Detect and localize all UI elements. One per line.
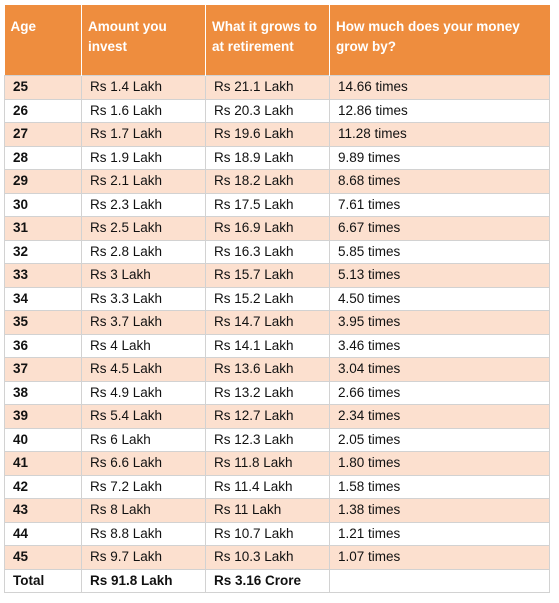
growth-multiple-cell: 1.58 times: [330, 475, 550, 499]
header-age: Age: [5, 5, 82, 76]
growth-multiple-cell: 5.13 times: [330, 264, 550, 288]
retirement-value-cell: Rs 17.5 Lakh: [206, 193, 330, 217]
amount-invested-cell: Rs 4.5 Lakh: [82, 358, 206, 382]
investment-table-container: [4, 5, 550, 593]
growth-multiple-cell: 6.67 times: [330, 217, 550, 241]
amount-invested-cell: Rs 6.6 Lakh: [82, 452, 206, 476]
header-growth-multiple: How much does your money grow by?: [330, 5, 550, 76]
total-growth-multiple: [330, 569, 550, 593]
growth-multiple-cell: 7.61 times: [330, 193, 550, 217]
retirement-value-cell: Rs 13.2 Lakh: [206, 381, 330, 405]
growth-multiple-cell: 8.68 times: [330, 170, 550, 194]
table-row: [5, 264, 550, 288]
total-label: Total: [5, 569, 82, 593]
growth-multiple-cell: 3.95 times: [330, 311, 550, 335]
amount-invested-cell: Rs 1.9 Lakh: [82, 146, 206, 170]
table-row: [5, 358, 550, 382]
age-cell: 37: [5, 358, 82, 382]
retirement-value-cell: Rs 12.3 Lakh: [206, 428, 330, 452]
growth-multiple-cell: 11.28 times: [330, 123, 550, 147]
table-row: [5, 170, 550, 194]
table-row: [5, 452, 550, 476]
retirement-value-cell: Rs 14.7 Lakh: [206, 311, 330, 335]
age-cell: 39: [5, 405, 82, 429]
growth-multiple-cell: 3.04 times: [330, 358, 550, 382]
age-cell: 43: [5, 499, 82, 523]
table-row: [5, 428, 550, 452]
amount-invested-cell: Rs 8.8 Lakh: [82, 522, 206, 546]
total-amount-invested: Rs 91.8 Lakh: [82, 569, 206, 593]
growth-multiple-cell: 5.85 times: [330, 240, 550, 264]
retirement-value-cell: Rs 15.7 Lakh: [206, 264, 330, 288]
age-cell: 26: [5, 99, 82, 123]
retirement-value-cell: Rs 16.9 Lakh: [206, 217, 330, 241]
amount-invested-cell: Rs 9.7 Lakh: [82, 546, 206, 570]
table-body: [5, 76, 550, 593]
age-cell: 33: [5, 264, 82, 288]
amount-invested-cell: Rs 3.7 Lakh: [82, 311, 206, 335]
table-header: [5, 5, 550, 76]
table-row: [5, 381, 550, 405]
amount-invested-cell: Rs 1.6 Lakh: [82, 99, 206, 123]
header-row: [5, 5, 550, 76]
table-row: [5, 193, 550, 217]
total-retirement-value: Rs 3.16 Crore: [206, 569, 330, 593]
retirement-value-cell: Rs 11.8 Lakh: [206, 452, 330, 476]
age-cell: 41: [5, 452, 82, 476]
age-cell: 31: [5, 217, 82, 241]
amount-invested-cell: Rs 6 Lakh: [82, 428, 206, 452]
retirement-value-cell: Rs 21.1 Lakh: [206, 76, 330, 100]
amount-invested-cell: Rs 2.3 Lakh: [82, 193, 206, 217]
growth-multiple-cell: 4.50 times: [330, 287, 550, 311]
amount-invested-cell: Rs 2.8 Lakh: [82, 240, 206, 264]
retirement-value-cell: Rs 18.2 Lakh: [206, 170, 330, 194]
retirement-value-cell: Rs 12.7 Lakh: [206, 405, 330, 429]
growth-multiple-cell: 9.89 times: [330, 146, 550, 170]
age-cell: 40: [5, 428, 82, 452]
table-row: [5, 146, 550, 170]
growth-multiple-cell: 12.86 times: [330, 99, 550, 123]
investment-growth-table: [4, 5, 550, 593]
age-cell: 36: [5, 334, 82, 358]
table-row: [5, 405, 550, 429]
retirement-value-cell: Rs 15.2 Lakh: [206, 287, 330, 311]
age-cell: 30: [5, 193, 82, 217]
table-row: [5, 217, 550, 241]
retirement-value-cell: Rs 10.3 Lakh: [206, 546, 330, 570]
amount-invested-cell: Rs 1.4 Lakh: [82, 76, 206, 100]
amount-invested-cell: Rs 2.5 Lakh: [82, 217, 206, 241]
age-cell: 35: [5, 311, 82, 335]
age-cell: 32: [5, 240, 82, 264]
retirement-value-cell: Rs 10.7 Lakh: [206, 522, 330, 546]
table-row: [5, 311, 550, 335]
growth-multiple-cell: 1.80 times: [330, 452, 550, 476]
growth-multiple-cell: 2.34 times: [330, 405, 550, 429]
amount-invested-cell: Rs 8 Lakh: [82, 499, 206, 523]
retirement-value-cell: Rs 19.6 Lakh: [206, 123, 330, 147]
table-row: [5, 475, 550, 499]
growth-multiple-cell: 2.05 times: [330, 428, 550, 452]
table-row: [5, 499, 550, 523]
growth-multiple-cell: 3.46 times: [330, 334, 550, 358]
amount-invested-cell: Rs 4.9 Lakh: [82, 381, 206, 405]
table-row: [5, 99, 550, 123]
growth-multiple-cell: 1.21 times: [330, 522, 550, 546]
growth-multiple-cell: 14.66 times: [330, 76, 550, 100]
amount-invested-cell: Rs 1.7 Lakh: [82, 123, 206, 147]
growth-multiple-cell: 2.66 times: [330, 381, 550, 405]
age-cell: 27: [5, 123, 82, 147]
age-cell: 28: [5, 146, 82, 170]
growth-multiple-cell: 1.07 times: [330, 546, 550, 570]
retirement-value-cell: Rs 11.4 Lakh: [206, 475, 330, 499]
amount-invested-cell: Rs 2.1 Lakh: [82, 170, 206, 194]
age-cell: 42: [5, 475, 82, 499]
age-cell: 45: [5, 546, 82, 570]
table-row: [5, 287, 550, 311]
table-row: [5, 123, 550, 147]
amount-invested-cell: Rs 3 Lakh: [82, 264, 206, 288]
header-retirement-value: What it grows to at retirement: [206, 5, 330, 76]
age-cell: 34: [5, 287, 82, 311]
retirement-value-cell: Rs 20.3 Lakh: [206, 99, 330, 123]
retirement-value-cell: Rs 11 Lakh: [206, 499, 330, 523]
age-cell: 29: [5, 170, 82, 194]
age-cell: 25: [5, 76, 82, 100]
amount-invested-cell: Rs 7.2 Lakh: [82, 475, 206, 499]
age-cell: 38: [5, 381, 82, 405]
retirement-value-cell: Rs 16.3 Lakh: [206, 240, 330, 264]
retirement-value-cell: Rs 14.1 Lakh: [206, 334, 330, 358]
table-row: [5, 334, 550, 358]
table-row: [5, 76, 550, 100]
table-row: [5, 240, 550, 264]
amount-invested-cell: Rs 4 Lakh: [82, 334, 206, 358]
amount-invested-cell: Rs 3.3 Lakh: [82, 287, 206, 311]
table-row: [5, 546, 550, 570]
age-cell: 44: [5, 522, 82, 546]
table-row: [5, 522, 550, 546]
retirement-value-cell: Rs 13.6 Lakh: [206, 358, 330, 382]
total-row: [5, 569, 550, 593]
header-amount-invested: Amount you invest: [82, 5, 206, 76]
growth-multiple-cell: 1.38 times: [330, 499, 550, 523]
retirement-value-cell: Rs 18.9 Lakh: [206, 146, 330, 170]
amount-invested-cell: Rs 5.4 Lakh: [82, 405, 206, 429]
